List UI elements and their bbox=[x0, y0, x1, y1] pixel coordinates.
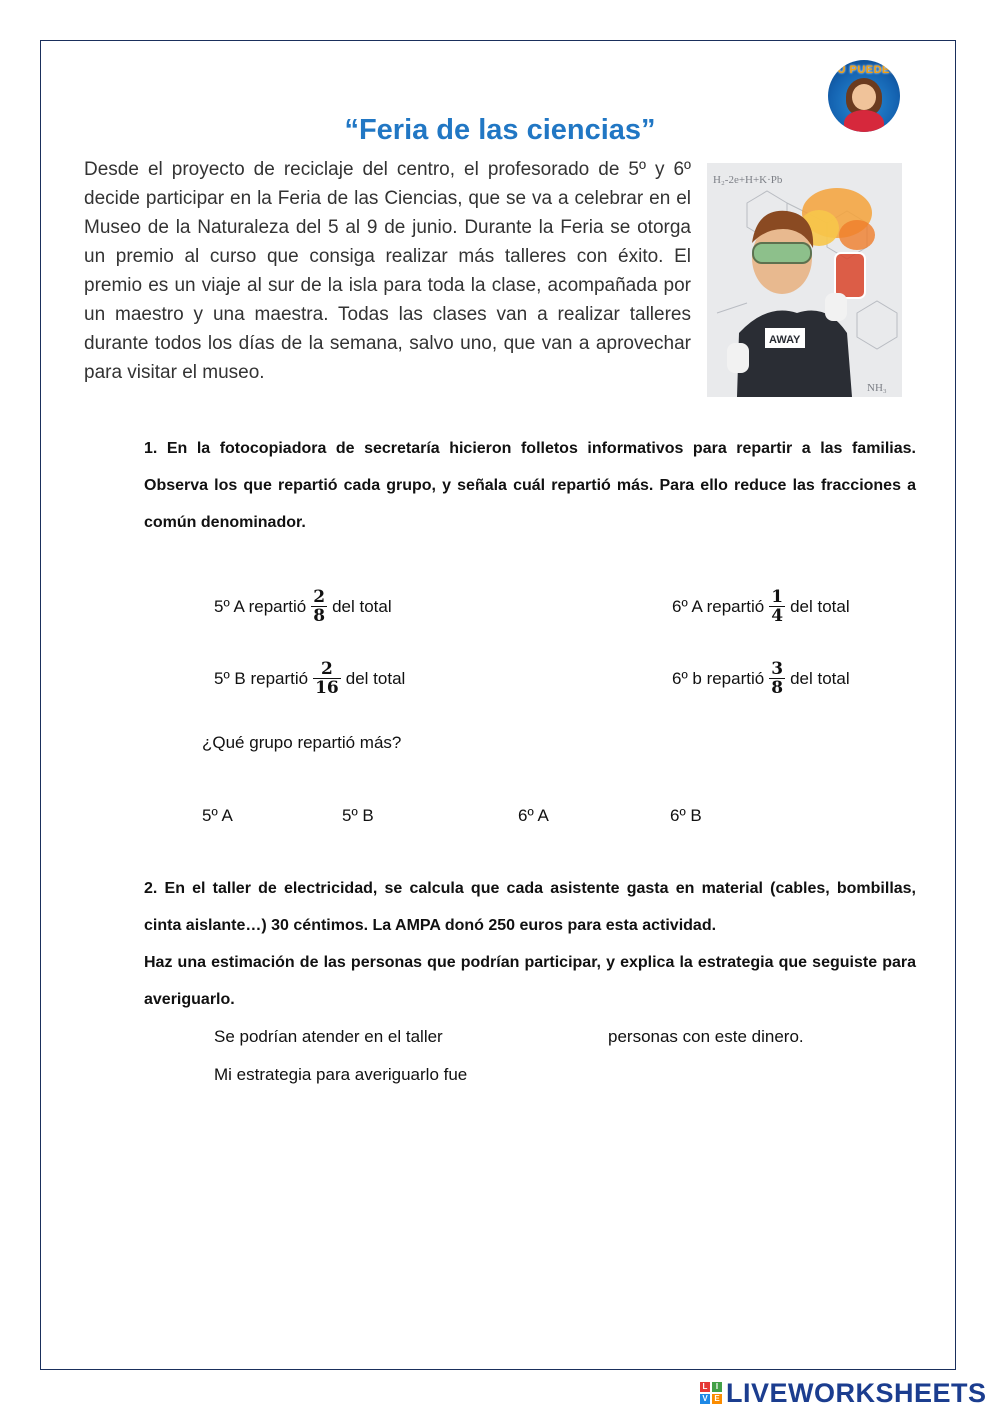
fraction-denominator: 4 bbox=[771, 606, 784, 626]
question-2-line-1: 2. En el taller de electricidad, se calcula que cada asistente gasta en material (cables, bombillas, cinta aislante…) 30 céntimos. La AMPA donó 250 euros para esta actividad. bbox=[144, 880, 916, 934]
fraction bbox=[769, 660, 785, 697]
fraction-suffix: del total bbox=[345, 668, 406, 688]
fraction-suffix: del total bbox=[790, 596, 850, 616]
photo-formula: H₂-2e+H+K·Pb bbox=[713, 174, 783, 186]
fraction-numerator: 3 bbox=[771, 659, 784, 679]
badge-text: TÚ PUEDES bbox=[830, 64, 898, 76]
answer-suffix: personas con este dinero. bbox=[608, 1027, 804, 1046]
liveworksheets-icon: L I V E bbox=[700, 1382, 722, 1404]
strategy-input[interactable] bbox=[214, 1095, 914, 1215]
group-label: 6º b repartió bbox=[672, 668, 765, 688]
fraction-numerator: 1 bbox=[771, 587, 784, 607]
fraction bbox=[311, 588, 327, 625]
fraction bbox=[769, 588, 785, 625]
fraction-denominator: 8 bbox=[771, 678, 784, 698]
liveworksheets-brand: LIVEWORKSHEETS bbox=[726, 1377, 987, 1408]
group-label: 6º A repartió bbox=[672, 596, 765, 616]
fraction-suffix: del total bbox=[332, 596, 392, 616]
question-2-line-2: Haz una estimación de las personas que podrían participar, y explica la estrategia que seguiste para averiguarlo. bbox=[144, 954, 916, 1008]
fraction-item-5b bbox=[214, 660, 405, 697]
question-2-text bbox=[144, 870, 916, 1018]
intro-paragraph: Desde el proyecto de reciclaje del centro, el profesorado de 5º y 6º decide participar en la Feria de las Ciencias, que se va a celebrar en el Museo de la Naturaleza del 5 al 9 de junio. Durante la Feria se otorga un premio al curso que consiga realizar más talleres con éxito. El premio es un viaje al sur de la isla para toda la clase, acompañada por un maestro y una maestra. Todas las clases van a realizar talleres durante todos los días de la semana, salvo uno, que van a aprovechar para visitar el museo. bbox=[84, 159, 691, 383]
fraction-numerator: 2 bbox=[321, 659, 333, 679]
answer-prefix: Se podrían atender en el taller bbox=[214, 1027, 443, 1046]
fraction-denominator: 16 bbox=[315, 678, 339, 698]
group-label: 5º A repartió bbox=[214, 596, 307, 616]
badge-face bbox=[852, 84, 876, 110]
science-kid-photo bbox=[707, 163, 902, 397]
answer-option-6b[interactable]: 6º B bbox=[670, 806, 702, 825]
people-count-input[interactable] bbox=[470, 1022, 600, 1050]
fraction-denominator: 8 bbox=[313, 606, 326, 626]
page-title: “Feria de las ciencias” bbox=[344, 114, 656, 146]
question-1-text: 1. En la fotocopiadora de secretaría hicieron folletos informativos para repartir a las familias. Observa los que repartió cada grupo, y señala cuál repartió más. Para ello reduce las fracciones a común denominador. bbox=[144, 440, 916, 531]
answer-option-5a[interactable]: 5º A bbox=[202, 806, 233, 825]
fraction-item-6b bbox=[672, 660, 850, 697]
strategy-label: Mi estrategia para averiguarlo fue bbox=[214, 1065, 468, 1084]
fraction-suffix: del total bbox=[790, 668, 850, 688]
question-1-prompt: ¿Qué grupo repartió más? bbox=[202, 733, 402, 752]
answer-option-5b[interactable]: 5º B bbox=[342, 806, 374, 825]
answer-option-6a[interactable]: 6º A bbox=[518, 806, 549, 825]
fraction-item-5a bbox=[214, 588, 392, 625]
photo-sign: AWAY bbox=[769, 334, 801, 346]
fraction-numerator: 2 bbox=[313, 587, 326, 607]
group-label: 5º B repartió bbox=[214, 668, 309, 688]
fraction bbox=[313, 660, 341, 697]
fraction-item-6a bbox=[672, 588, 850, 625]
liveworksheets-logo bbox=[700, 1378, 987, 1408]
photo-note: NH₃ bbox=[867, 382, 887, 394]
